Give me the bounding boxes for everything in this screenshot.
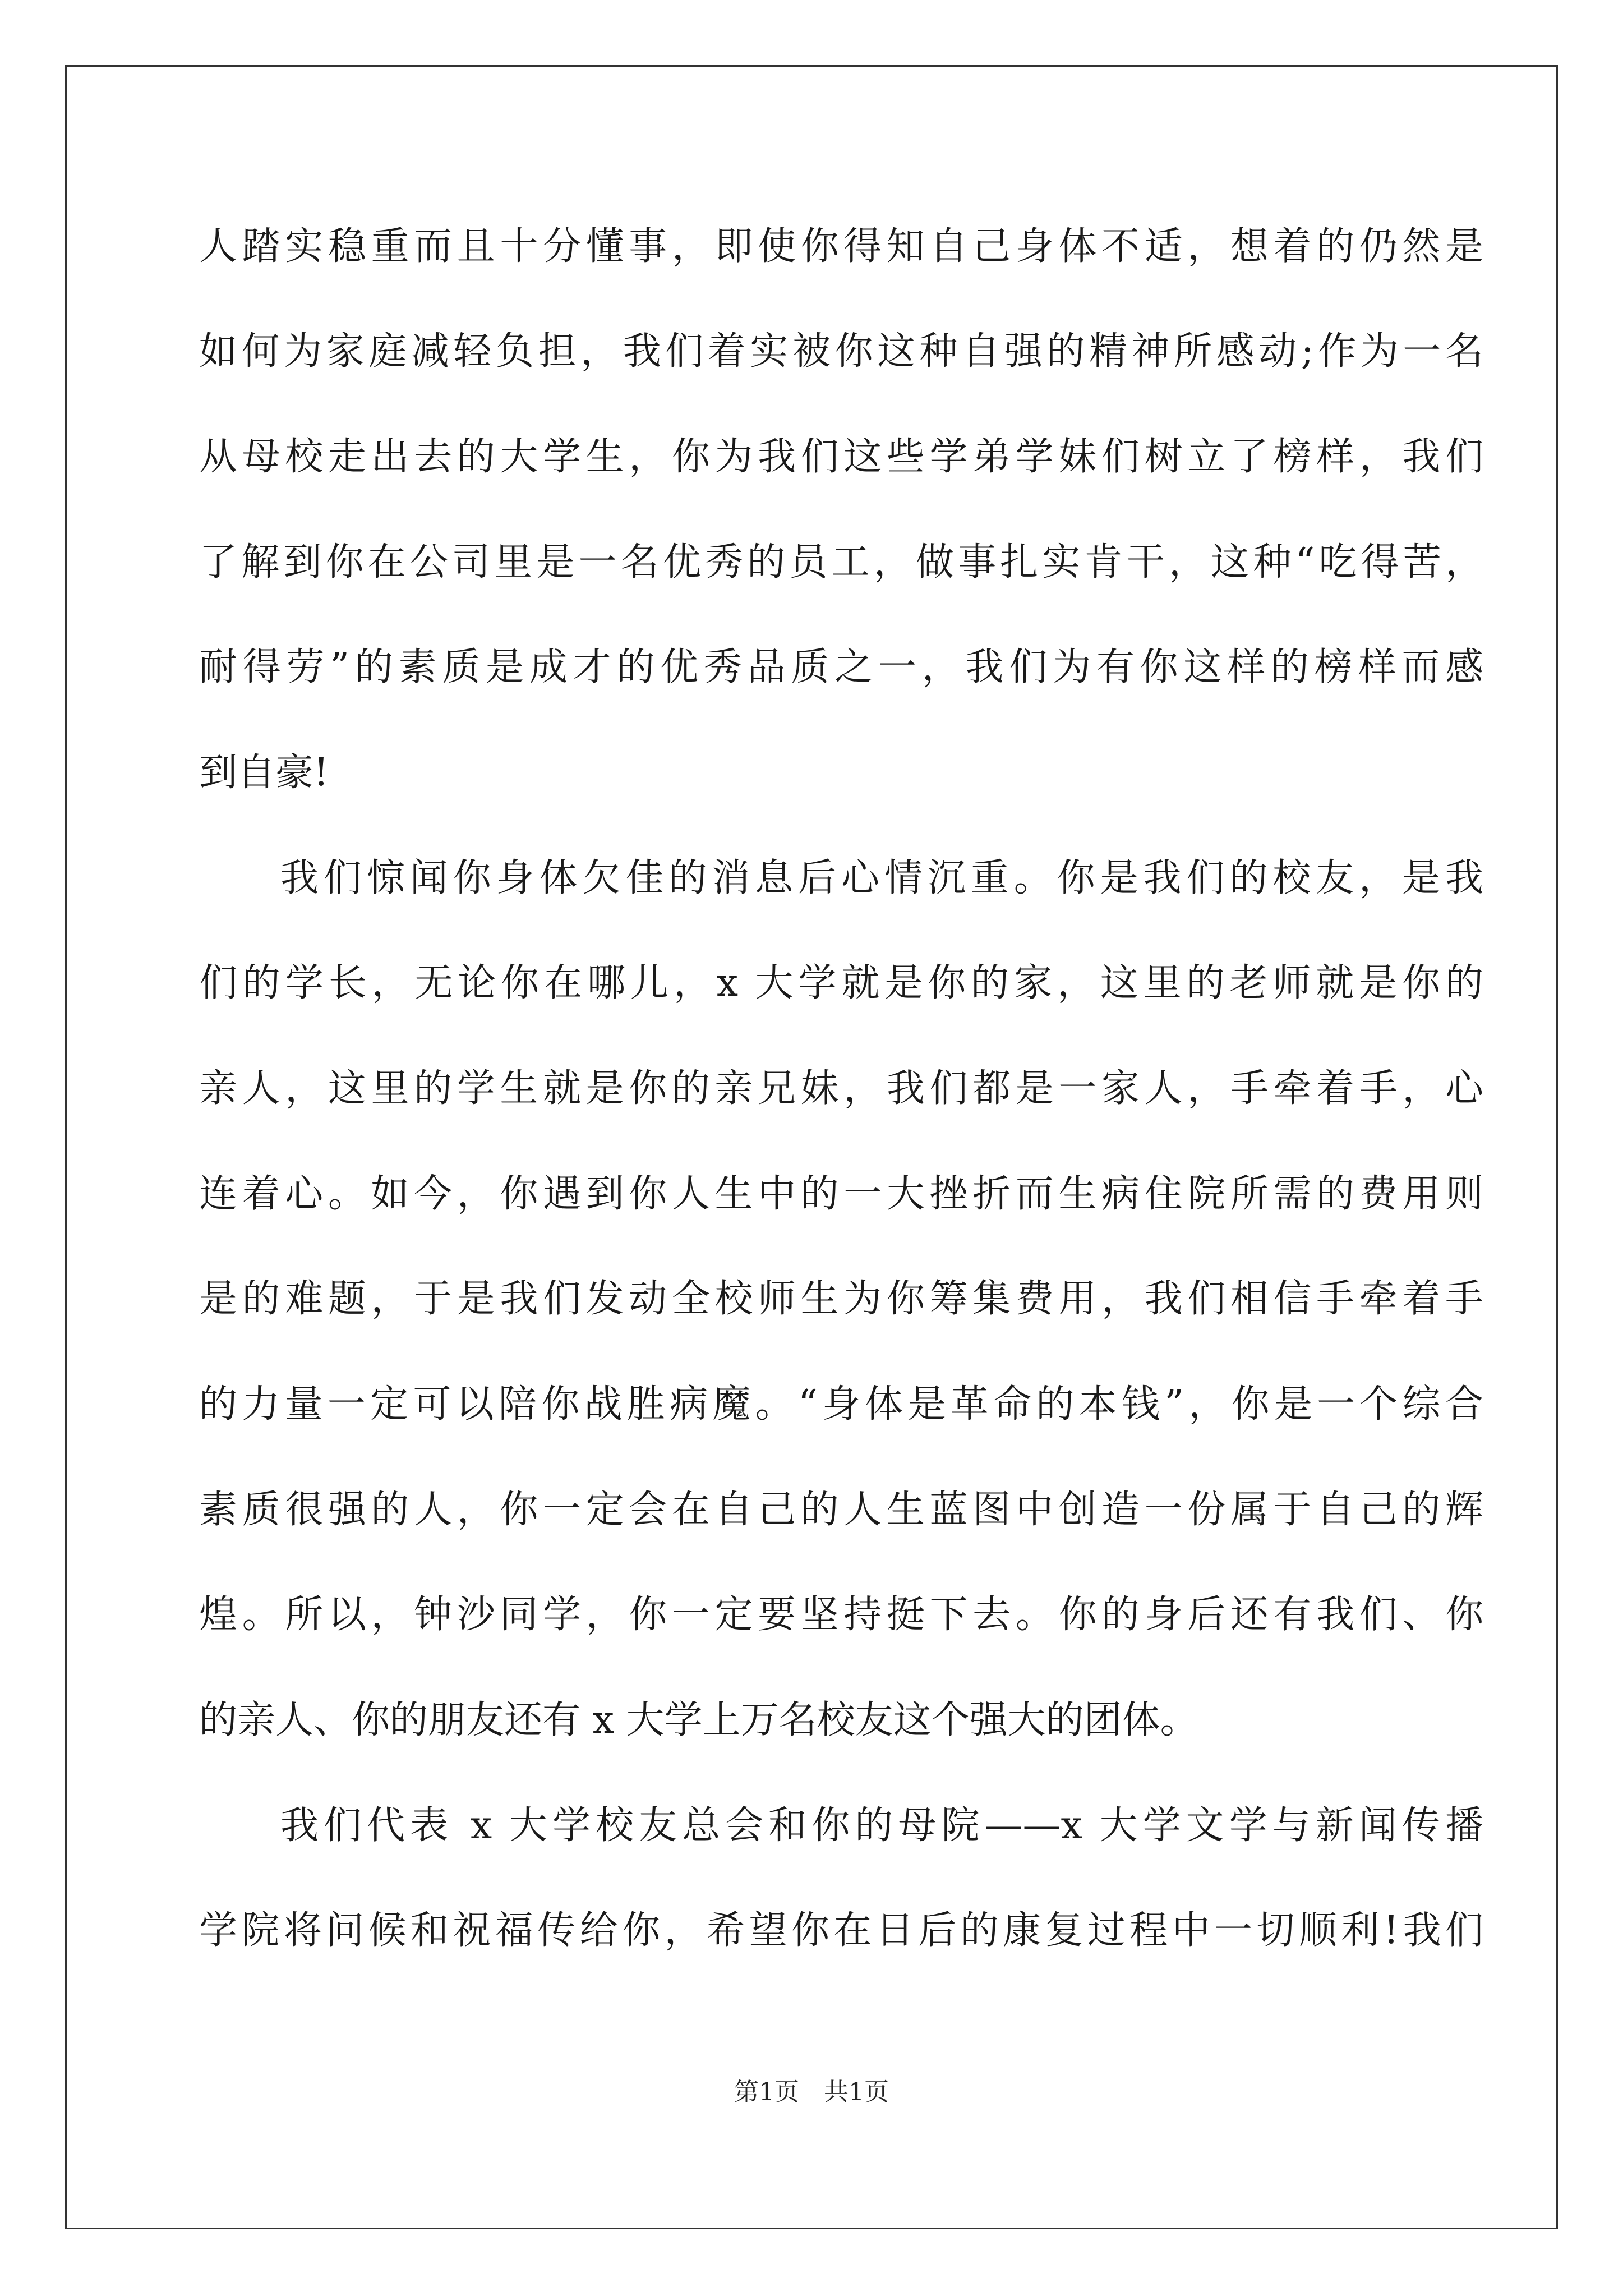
text-line: 我们惊闻你身体欠佳的消息后心情沉重。你是我们的校友，是我 bbox=[280, 856, 1483, 900]
text-line: 到自豪! bbox=[199, 751, 329, 795]
text-line: 煌。所以，钟沙同学，你一定要坚持挺下去。你的身后还有我们、你 bbox=[199, 1593, 1483, 1637]
text-line: 的力量一定可以陪你战胜病魔。“身体是革命的本钱”，你是一个综合 bbox=[199, 1382, 1483, 1427]
page-border bbox=[65, 65, 1558, 2229]
text-line: 我们代表 x 大学校友总会和你的母院——x 大学文学与新闻传播 bbox=[280, 1803, 1483, 1848]
text-line: 素质很强的人，你一定会在自己的人生蓝图中创造一份属于自己的辉 bbox=[199, 1488, 1483, 1532]
text-line: 人踏实稳重而且十分懂事，即使你得知自己身体不适，想着的仍然是 bbox=[199, 224, 1483, 269]
text-line: 的亲人、你的朋友还有 x 大学上万名校友这个强大的团体。 bbox=[199, 1698, 1198, 1742]
text-line: 们的学长，无论你在哪儿，x 大学就是你的家，这里的老师就是你的 bbox=[199, 961, 1483, 1005]
text-line: 如何为家庭减轻负担，我们着实被你这种自强的精神所感动;作为一名 bbox=[199, 329, 1483, 374]
text-line: 了解到你在公司里是一名优秀的员工，做事扎实肯干，这种“吃得苦， bbox=[199, 540, 1483, 585]
text-line: 是的难题，于是我们发动全校师生为你筹集费用，我们相信手牵着手 bbox=[199, 1277, 1483, 1321]
text-line: 耐得劳”的素质是成才的优秀品质之一，我们为有你这样的榜样而感 bbox=[199, 645, 1483, 689]
page-footer: 第1页 共1页 bbox=[734, 2078, 889, 2106]
text-line: 亲人，这里的学生就是你的亲兄妹，我们都是一家人，手牵着手，心 bbox=[199, 1066, 1483, 1111]
text-line: 从母校走出去的大学生，你为我们这些学弟学妹们树立了榜样，我们 bbox=[199, 435, 1483, 479]
text-line: 连着心。如今，你遇到你人生中的一大挫折而生病住院所需的费用则 bbox=[199, 1172, 1483, 1216]
text-line: 学院将问候和祝福传给你，希望你在日后的康复过程中一切顺利!我们 bbox=[199, 1908, 1483, 1953]
